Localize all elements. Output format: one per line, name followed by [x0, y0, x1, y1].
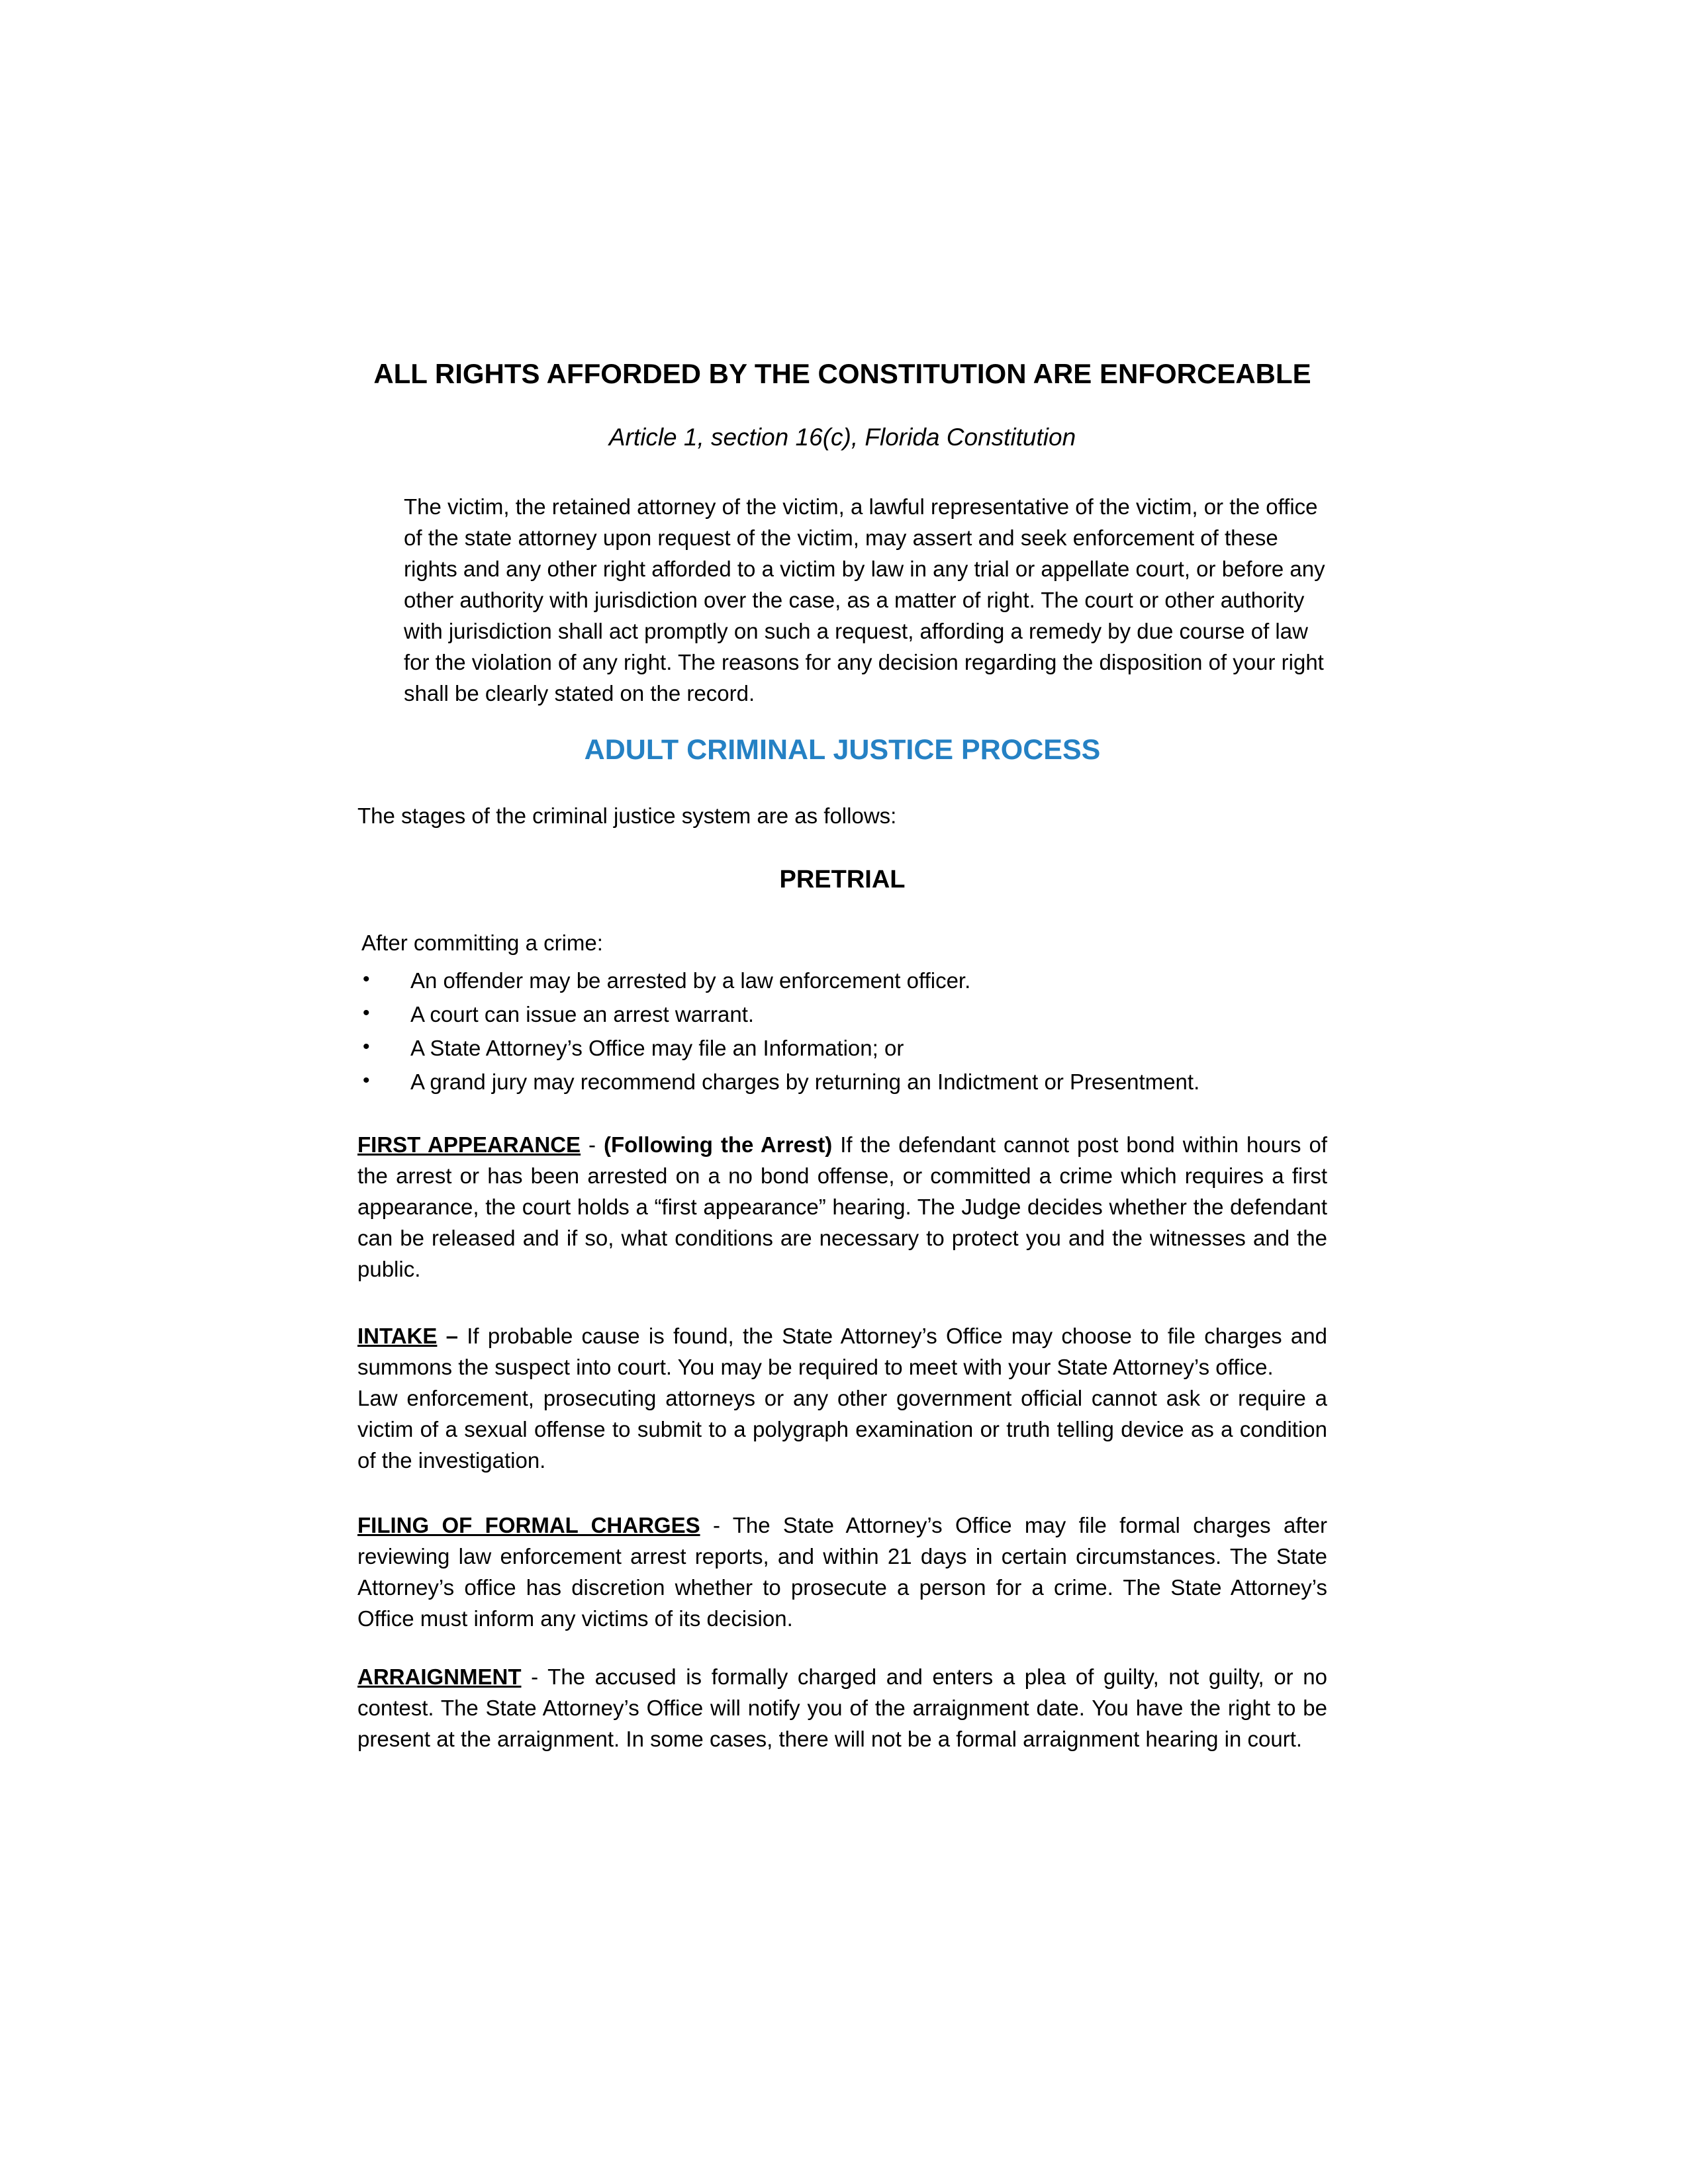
filing-body: The State Attorney’s Office may file formal charges after reviewing law enforcement arrest reports, and within 21 days in certain circumstances. The State Attorney’s office has discretion whether to prosecute a person for a crime. The State Attorney’s Office must inform any victims of its decision. [357, 1513, 1327, 1631]
arraignment-heading: ARRAIGNMENT [357, 1664, 522, 1689]
arraignment-paragraph [357, 1661, 1327, 1754]
separator: - [700, 1513, 733, 1537]
bullet-text: A State Attorney’s Office may file an Information; or [410, 1036, 904, 1060]
intake-paragraph [357, 1320, 1327, 1476]
bullet-icon: • [363, 968, 370, 990]
document-subtitle: Article 1, section 16(c), Florida Constitution [608, 424, 1076, 451]
filing-heading: FILING OF FORMAL CHARGES [357, 1513, 700, 1537]
first-appearance-heading: FIRST APPEARANCE [357, 1132, 581, 1157]
first-appearance-note: (Following the Arrest) [603, 1132, 833, 1157]
intake-heading: INTAKE [357, 1324, 438, 1348]
pretrial-heading: PRETRIAL [779, 866, 906, 893]
bullet-icon: • [363, 1036, 370, 1058]
intake-body-line1: If probable cause is found, the State Attorney’s Office may choose to file charges and summons the suspect into court. You may be required to meet with your State Attorney’s office. [357, 1324, 1327, 1379]
after-crime-intro: After committing a crime: [361, 931, 603, 955]
bullet-text: A grand jury may recommend charges by returning an Indictment or Presentment. [410, 1069, 1200, 1094]
stages-intro: The stages of the criminal justice system are as follows: [357, 803, 897, 828]
separator: - [521, 1664, 548, 1689]
document-title: ALL RIGHTS AFFORDED BY THE CONSTITUTION ARE ENFORCEABLE [373, 358, 1311, 389]
arraignment-body: The accused is formally charged and enters a plea of guilty, not guilty, or no contest. The State Attorney’s Office will notify you of the arraignment date. You have the right to be present at the arraignment. In some cases, there will not be a formal arraignment hearing in court. [357, 1664, 1328, 1751]
list-item [357, 1066, 1327, 1097]
bullet-text: An offender may be arrested by a law enforcement officer. [410, 968, 971, 993]
bullet-icon: • [363, 1069, 370, 1091]
constitution-quote: The victim, the retained attorney of the victim, a lawful representative of the victim, or the office of the state attorney upon request of the victim, may assert and seek enforcement of these rights and any other right afforded to a victim by law in any trial or appellate court, or before any other authority with jurisdiction over the case, as a matter of right. The court or other authority with jurisdiction shall act promptly on such a request, affording a remedy by due course of law for the violation of any right. The reasons for any decision regarding the disposition of your right shall be clearly stated on the record. [404, 494, 1325, 705]
first-appearance-body: If the defendant cannot post bond within hours of the arrest or has been arrested on a no bond offense, or committed a crime which requires a first appearance, the court holds a “first appearance” hearing. The Judge decides whether the defendant can be released and if so, what conditions are necessary to protect you and the witnesses and the public. [357, 1132, 1328, 1281]
first-appearance-paragraph [357, 1129, 1327, 1285]
list-item [357, 999, 1327, 1030]
bullet-icon: • [363, 1002, 370, 1024]
process-heading: ADULT CRIMINAL JUSTICE PROCESS [584, 734, 1101, 766]
pretrial-bullet-list [357, 965, 1327, 1097]
separator: – [437, 1324, 467, 1348]
intake-body-line2: Law enforcement, prosecuting attorneys or any other government official cannot ask or require a victim of a sexual offense to submit to a polygraph examination or truth telling device as a condition of the investigation. [357, 1386, 1327, 1473]
list-item [357, 965, 1327, 996]
bullet-text: A court can issue an arrest warrant. [410, 1002, 755, 1026]
list-item [357, 1032, 1327, 1064]
separator: - [581, 1132, 604, 1157]
filing-paragraph [357, 1510, 1327, 1634]
